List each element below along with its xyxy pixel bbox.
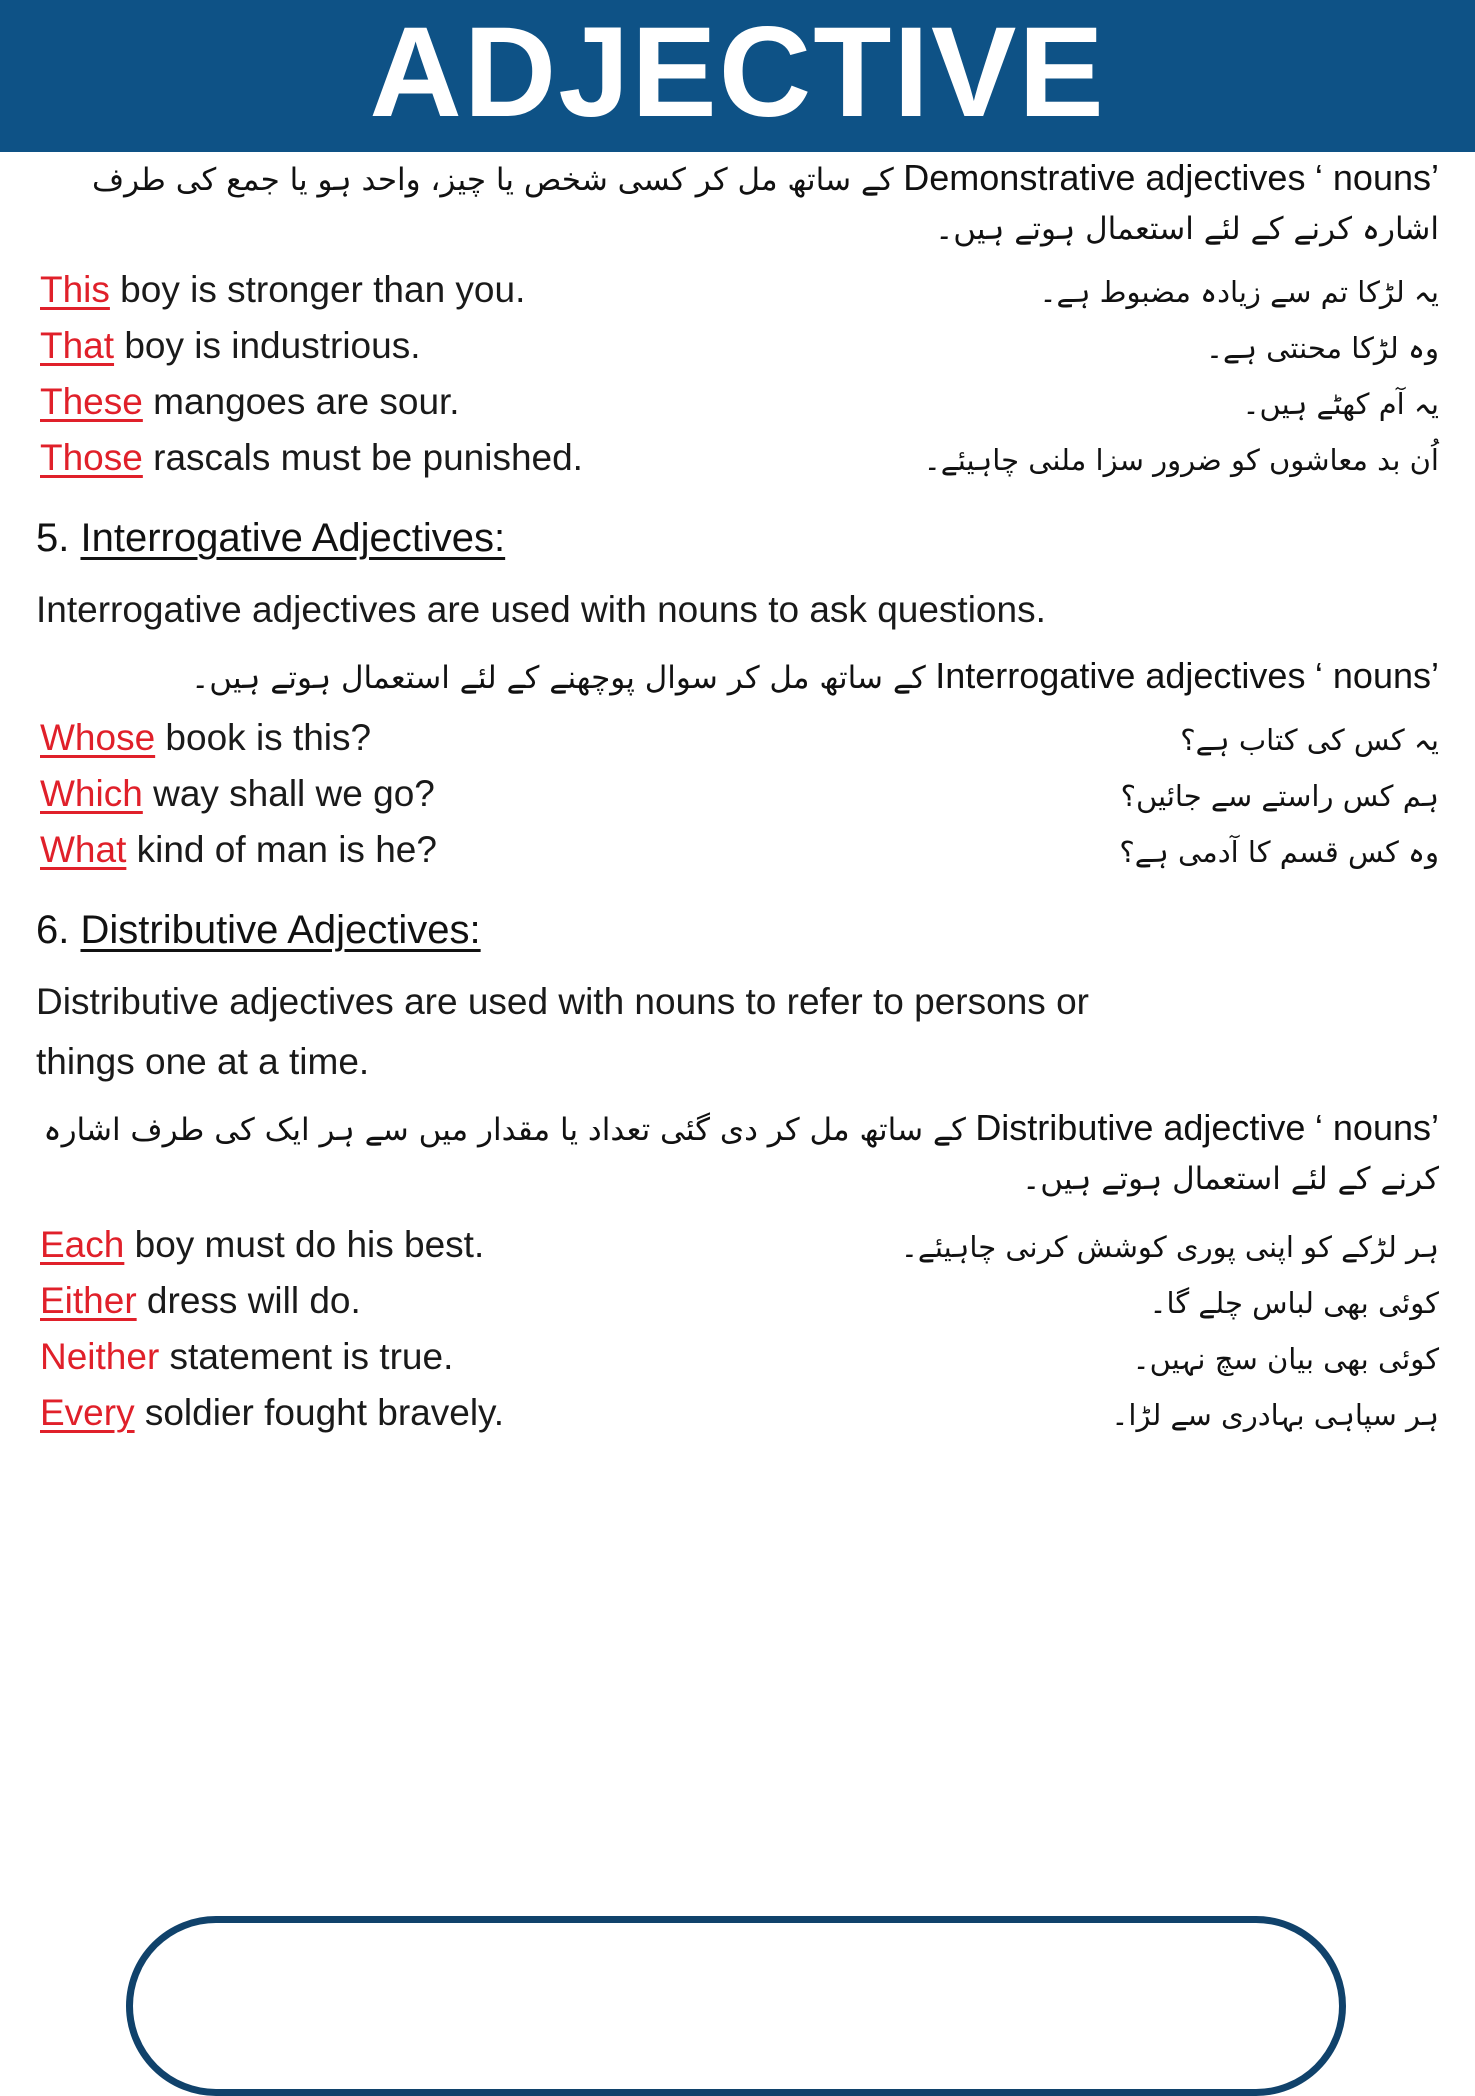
example-rest: book is this?	[155, 716, 372, 758]
example-urdu: ہر لڑکے کو اپنی پوری کوشش کرنی چاہیئے۔	[900, 1230, 1439, 1265]
example-urdu: ہر سپاہی بہادری سے لڑا۔	[1111, 1398, 1439, 1433]
section-title: Interrogative Adjectives:	[80, 515, 506, 560]
example-rest: boy is industrious.	[114, 324, 421, 366]
example-english	[36, 1329, 453, 1385]
example-rest: soldier fought bravely.	[134, 1392, 505, 1434]
example-row	[36, 1329, 1439, 1385]
example-urdu: کوئی بھی لباس چلے گا۔	[1149, 1286, 1439, 1321]
example-rest: boy must do his best.	[124, 1224, 485, 1266]
example-urdu: یہ آم کھٹے ہیں۔	[1242, 386, 1439, 421]
example-urdu: یہ کس کی کتاب ہے؟	[1180, 722, 1439, 757]
example-english	[36, 430, 583, 486]
example-row	[36, 710, 1439, 766]
example-keyword: That	[40, 324, 115, 366]
example-rest: way shall we go?	[142, 772, 435, 814]
distributive-rule-line-1	[36, 1102, 1439, 1154]
section-number: 6.	[36, 907, 81, 952]
example-row	[36, 318, 1439, 374]
example-urdu: یہ لڑکا تم سے زیادہ مضبوط ہے۔	[1039, 274, 1439, 309]
example-keyword: Those	[40, 436, 143, 478]
example-keyword: Whose	[40, 716, 156, 758]
example-row	[36, 262, 1439, 318]
example-english	[36, 1217, 484, 1273]
interrogative-definition: Interrogative adjectives are used with nouns to ask questions.	[36, 588, 1046, 630]
example-rest: dress will do.	[136, 1280, 361, 1322]
interrogative-rule-urdu: کے ساتھ مل کر سوال پوچھنے کے لئے استعمال ہوتے ہیں۔	[191, 659, 926, 696]
example-rest: mangoes are sour.	[142, 380, 460, 422]
example-english	[36, 1385, 504, 1441]
example-keyword: These	[40, 380, 143, 422]
demonstrative-rule-urdu-2: اشارہ کرنے کے لئے استعمال ہوتے ہیں۔	[935, 211, 1439, 248]
distributive-rule-urdu-2: کرنے کے لئے استعمال ہوتے ہیں۔	[1022, 1161, 1439, 1197]
example-keyword: What	[40, 828, 127, 870]
example-urdu: کوئی بھی بیان سچ نہیں۔	[1132, 1342, 1439, 1377]
example-english	[36, 710, 371, 766]
example-row	[36, 374, 1439, 430]
distributive-definition: Distributive adjectives are used with nouns to refer to persons or things one at a time.	[36, 980, 1089, 1082]
example-urdu: وہ کس قسم کا آدمی ہے؟	[1119, 834, 1439, 869]
distributive-rule-english: Distributive adjective	[975, 1106, 1306, 1148]
interrogative-rule-english: Interrogative adjectives	[935, 654, 1306, 696]
section-number: 5.	[36, 515, 81, 560]
example-row	[36, 766, 1439, 822]
example-keyword: Which	[40, 772, 143, 814]
example-keyword: Each	[40, 1224, 125, 1266]
interrogative-rule-nouns: ‘ nouns’	[1314, 654, 1439, 696]
demonstrative-rule-line-2	[36, 204, 1439, 253]
example-english	[36, 822, 437, 878]
distributive-rule-line-2	[36, 1154, 1439, 1203]
demonstrative-rule-english: Demonstrative adjectives	[903, 157, 1306, 198]
example-urdu: اُن بد معاشوں کو ضرور سزا ملنی چاہیئے۔	[923, 442, 1439, 477]
example-row	[36, 1217, 1439, 1273]
distributive-rule-urdu-1: کے ساتھ مل کر دی گئی تعداد یا مقدار میں سے ہر ایک کی طرف اشارہ	[43, 1111, 966, 1148]
footer-rounded-box	[126, 1916, 1346, 2096]
example-keyword: Neither	[40, 1336, 160, 1378]
example-urdu: ہم کس راستے سے جائیں؟	[1120, 778, 1439, 813]
example-english	[36, 374, 460, 430]
demonstrative-rule-line-1	[36, 152, 1439, 204]
example-row	[36, 1273, 1439, 1329]
section-heading-distributive	[36, 904, 1439, 956]
page-header-banner	[0, 0, 1475, 152]
section-title: Distributive Adjectives:	[80, 907, 481, 952]
example-rest: kind of man is he?	[126, 828, 437, 870]
example-english	[36, 262, 525, 318]
section-heading-interrogative	[36, 512, 1439, 564]
example-keyword: Either	[40, 1280, 137, 1322]
interrogative-rule-line	[36, 650, 1439, 702]
demonstrative-rule-nouns: ‘ nouns’	[1314, 157, 1439, 198]
example-urdu: وہ لڑکا محنتی ہے۔	[1205, 330, 1439, 365]
page-content	[0, 152, 1475, 2048]
example-row	[36, 430, 1439, 486]
example-row	[36, 822, 1439, 878]
distributive-rule-nouns: ‘ nouns’	[1314, 1106, 1439, 1148]
example-english	[36, 318, 420, 374]
demonstrative-rule-urdu-1: کے ساتھ مل کر کسی شخص یا چیز، واحد ہو یا جمع کی طرف	[91, 162, 894, 198]
example-rest: boy is stronger than you.	[109, 268, 526, 310]
example-rest: statement is true.	[159, 1336, 454, 1378]
example-keyword: Every	[40, 1392, 135, 1434]
example-rest: rascals must be punished.	[142, 436, 583, 478]
example-english	[36, 766, 435, 822]
page-title: ADJECTIVE	[369, 1, 1106, 144]
example-keyword: This	[40, 268, 110, 310]
example-english	[36, 1273, 361, 1329]
example-row	[36, 1385, 1439, 1441]
